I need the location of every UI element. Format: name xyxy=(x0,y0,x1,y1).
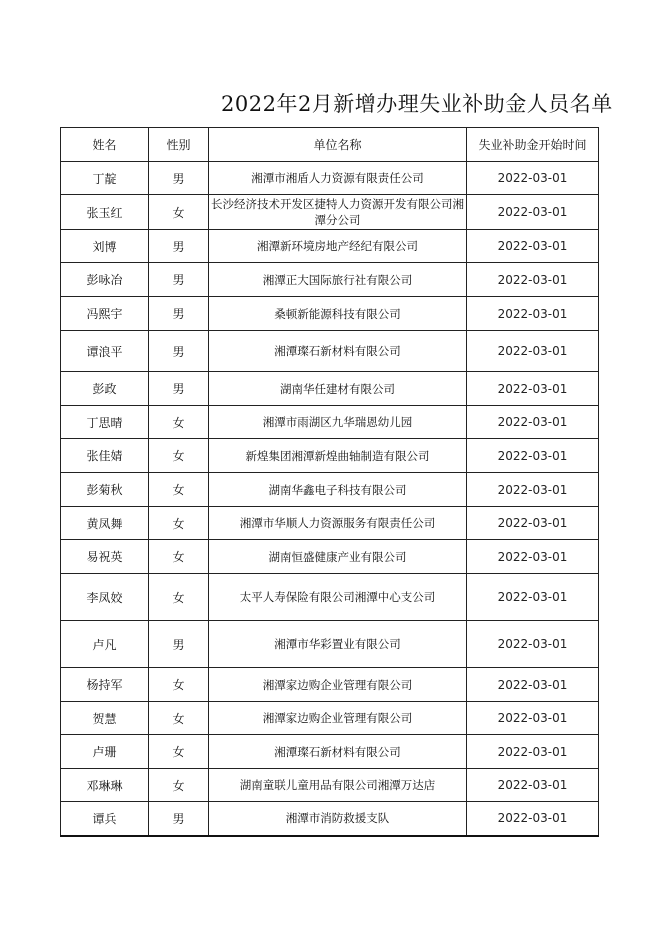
cell-unit: 湘潭璨石新材料有限公司 xyxy=(209,735,467,769)
cell-unit: 新煌集团湘潭新煌曲轴制造有限公司 xyxy=(209,439,467,473)
cell-unit: 湘潭市华顺人力资源服务有限责任公司 xyxy=(209,507,467,540)
cell-name: 谭兵 xyxy=(61,802,149,836)
header-row xyxy=(61,128,599,162)
cell-name: 易祝英 xyxy=(61,540,149,574)
cell-gender: 男 xyxy=(149,372,209,406)
table-row xyxy=(61,162,599,195)
title-area xyxy=(0,86,662,122)
cell-unit: 湘潭市华彩置业有限公司 xyxy=(209,621,467,668)
column-header-unit: 单位名称 xyxy=(209,128,467,162)
cell-name: 邓琳琳 xyxy=(61,769,149,802)
table-row xyxy=(61,439,599,473)
cell-gender: 女 xyxy=(149,668,209,702)
table-row xyxy=(61,372,599,406)
table-row xyxy=(61,195,599,230)
cell-gender: 女 xyxy=(149,406,209,439)
cell-name: 黄凤舞 xyxy=(61,507,149,540)
roster-table xyxy=(60,127,599,837)
cell-unit: 湘潭新环境房地产经纪有限公司 xyxy=(209,230,467,263)
cell-name: 李凤姣 xyxy=(61,574,149,621)
cell-gender: 男 xyxy=(149,802,209,836)
cell-start-date: 2022-03-01 xyxy=(467,473,599,507)
cell-start-date: 2022-03-01 xyxy=(467,668,599,702)
page-title: 2022年2月新增办理失业补助金人员名单 xyxy=(221,92,613,116)
cell-name: 贺慧 xyxy=(61,702,149,735)
cell-name: 张玉红 xyxy=(61,195,149,230)
table-row xyxy=(61,473,599,507)
cell-gender: 女 xyxy=(149,735,209,769)
cell-unit: 湘潭市湘盾人力资源有限责任公司 xyxy=(209,162,467,195)
cell-name: 冯熙宇 xyxy=(61,297,149,331)
cell-start-date: 2022-03-01 xyxy=(467,230,599,263)
column-header-gender: 性别 xyxy=(149,128,209,162)
table-row xyxy=(61,507,599,540)
cell-start-date: 2022-03-01 xyxy=(467,769,599,802)
cell-start-date: 2022-03-01 xyxy=(467,195,599,230)
cell-name: 丁思晴 xyxy=(61,406,149,439)
table-row xyxy=(61,230,599,263)
cell-unit: 湘潭家边购企业管理有限公司 xyxy=(209,702,467,735)
cell-unit: 湘潭家边购企业管理有限公司 xyxy=(209,668,467,702)
cell-start-date: 2022-03-01 xyxy=(467,162,599,195)
cell-unit: 长沙经济技术开发区捷特人力资源开发有限公司湘潭分公司 xyxy=(209,195,467,230)
cell-unit: 湖南恒盛健康产业有限公司 xyxy=(209,540,467,574)
cell-start-date: 2022-03-01 xyxy=(467,331,599,372)
cell-name: 杨持军 xyxy=(61,668,149,702)
cell-start-date: 2022-03-01 xyxy=(467,802,599,836)
table-row xyxy=(61,331,599,372)
table-row xyxy=(61,735,599,769)
table-row xyxy=(61,297,599,331)
cell-name: 张佳婧 xyxy=(61,439,149,473)
cell-unit: 湘潭正大国际旅行社有限公司 xyxy=(209,263,467,297)
cell-start-date: 2022-03-01 xyxy=(467,372,599,406)
cell-name: 谭浪平 xyxy=(61,331,149,372)
table-row xyxy=(61,540,599,574)
cell-unit: 太平人寿保险有限公司湘潭中心支公司 xyxy=(209,574,467,621)
cell-name: 彭菊秋 xyxy=(61,473,149,507)
cell-name: 彭政 xyxy=(61,372,149,406)
cell-unit: 桑顿新能源科技有限公司 xyxy=(209,297,467,331)
table-row xyxy=(61,621,599,668)
cell-start-date: 2022-03-01 xyxy=(467,621,599,668)
cell-start-date: 2022-03-01 xyxy=(467,574,599,621)
table-row xyxy=(61,802,599,836)
cell-gender: 女 xyxy=(149,574,209,621)
column-header-start-date: 失业补助金开始时间 xyxy=(467,128,599,162)
cell-unit: 湘潭市雨湖区九华瑞恩幼儿园 xyxy=(209,406,467,439)
cell-name: 卢珊 xyxy=(61,735,149,769)
cell-unit: 湘潭市消防救援支队 xyxy=(209,802,467,836)
cell-name: 刘博 xyxy=(61,230,149,263)
cell-gender: 男 xyxy=(149,230,209,263)
cell-start-date: 2022-03-01 xyxy=(467,297,599,331)
cell-start-date: 2022-03-01 xyxy=(467,439,599,473)
column-header-name: 姓名 xyxy=(61,128,149,162)
cell-gender: 男 xyxy=(149,331,209,372)
table-row xyxy=(61,406,599,439)
cell-start-date: 2022-03-01 xyxy=(467,263,599,297)
table-row xyxy=(61,769,599,802)
cell-gender: 女 xyxy=(149,439,209,473)
cell-gender: 女 xyxy=(149,540,209,574)
cell-name: 丁靛 xyxy=(61,162,149,195)
table-row xyxy=(61,574,599,621)
cell-gender: 女 xyxy=(149,195,209,230)
table-row xyxy=(61,263,599,297)
cell-name: 彭咏冶 xyxy=(61,263,149,297)
cell-start-date: 2022-03-01 xyxy=(467,507,599,540)
cell-gender: 女 xyxy=(149,507,209,540)
cell-start-date: 2022-03-01 xyxy=(467,540,599,574)
cell-start-date: 2022-03-01 xyxy=(467,406,599,439)
cell-gender: 男 xyxy=(149,162,209,195)
cell-gender: 男 xyxy=(149,297,209,331)
cell-gender: 女 xyxy=(149,702,209,735)
cell-start-date: 2022-03-01 xyxy=(467,735,599,769)
roster-body xyxy=(61,162,599,836)
cell-gender: 男 xyxy=(149,621,209,668)
cell-start-date: 2022-03-01 xyxy=(467,702,599,735)
cell-gender: 男 xyxy=(149,263,209,297)
table-row xyxy=(61,702,599,735)
cell-unit: 湖南华任建材有限公司 xyxy=(209,372,467,406)
cell-unit: 湖南华鑫电子科技有限公司 xyxy=(209,473,467,507)
cell-unit: 湘潭璨石新材料有限公司 xyxy=(209,331,467,372)
cell-unit: 湖南童联儿童用品有限公司湘潭万达店 xyxy=(209,769,467,802)
cell-gender: 女 xyxy=(149,473,209,507)
cell-gender: 女 xyxy=(149,769,209,802)
cell-name: 卢凡 xyxy=(61,621,149,668)
table-row xyxy=(61,668,599,702)
